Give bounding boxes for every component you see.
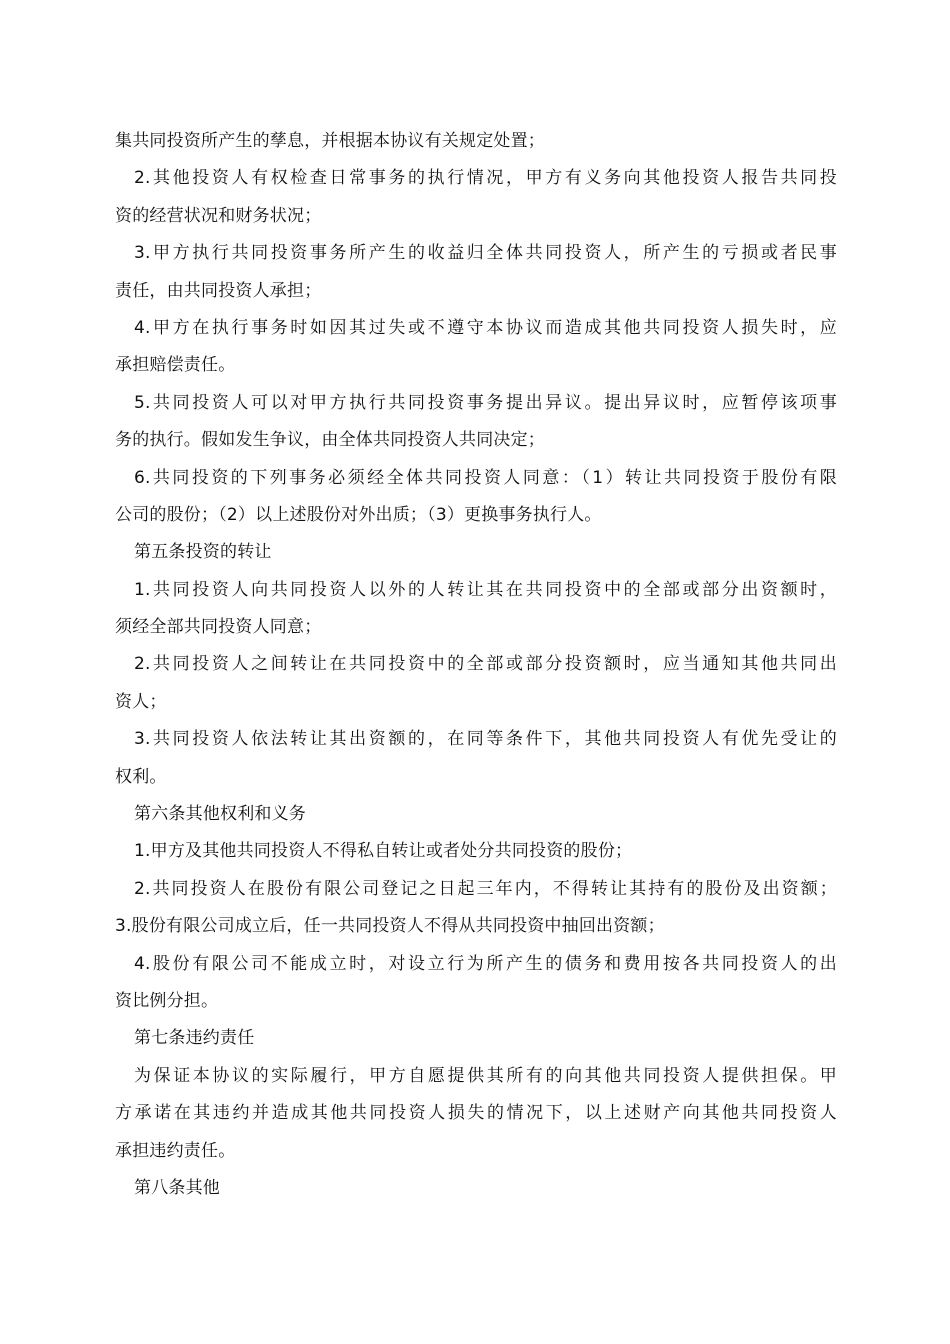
text-line: 为保证本协议的实际履行，甲方自愿提供其所有的向其他共同投资人提供担保。甲 xyxy=(134,1065,837,1086)
text-line: 公司的股份；（2）以上述股份对外出质；（3）更换事务执行人。 xyxy=(115,504,602,525)
text-line: 4.甲方在执行事务时如因其过失或不遵守本协议而造成其他共同投资人损失时，应 xyxy=(134,317,837,338)
text-line: 资人； xyxy=(115,691,167,712)
text-line: 责任，由共同投资人承担； xyxy=(115,280,322,301)
document-body xyxy=(115,123,837,1207)
text-line: 1.共同投资人向共同投资人以外的人转让其在共同投资中的全部或部分出资额时， xyxy=(134,579,837,600)
text-line: 6.共同投资的下列事务必须经全体共同投资人同意：（1）转让共同投资于股份有限 xyxy=(134,467,837,488)
text-line: 资的经营状况和财务状况； xyxy=(115,205,322,226)
text-line: 4.股份有限公司不能成立时，对设立行为所产生的债务和费用按各共同投资人的出 xyxy=(134,953,837,974)
text-line: 3.股份有限公司成立后，任一共同投资人不得从共同投资中抽回出资额； xyxy=(115,916,665,937)
section-heading: 第六条其他权利和义务 xyxy=(134,804,306,825)
section-heading: 第五条投资的转让 xyxy=(134,542,272,563)
text-line: 5.共同投资人可以对甲方执行共同投资事务提出异议。提出异议时，应暂停该项事 xyxy=(134,392,837,413)
text-line: 方承诺在其违约并造成其他共同投资人损失的情况下，以上述财产向其他共同投资人 xyxy=(115,1103,837,1124)
text-line: 2.共同投资人在股份有限公司登记之日起三年内，不得转让其持有的股份及出资额； xyxy=(134,878,837,899)
text-line: 承担违约责任。 xyxy=(115,1140,236,1161)
text-line: 务的执行。假如发生争议，由全体共同投资人共同决定； xyxy=(115,430,545,451)
text-line: 须经全部共同投资人同意； xyxy=(115,617,322,638)
text-line: 3.共同投资人依法转让其出资额的，在同等条件下，其他共同投资人有优先受让的 xyxy=(134,729,837,750)
text-line: 承担赔偿责任。 xyxy=(115,355,236,376)
text-line: 集共同投资所产生的孳息，并根据本协议有关规定处置； xyxy=(115,131,545,151)
section-heading: 第八条其他 xyxy=(134,1177,220,1198)
text-line: 权利。 xyxy=(115,766,167,787)
text-line: 资比例分担。 xyxy=(115,990,219,1011)
section-heading: 第七条违约责任 xyxy=(134,1028,255,1049)
text-line: 1.甲方及其他共同投资人不得私自转让或者处分共同投资的股份； xyxy=(134,841,633,862)
text-line: 2.共同投资人之间转让在共同投资中的全部或部分投资额时，应当通知其他共同出 xyxy=(134,654,837,675)
text-line: 2.其他投资人有权检查日常事务的执行情况，甲方有义务向其他投资人报告共同投 xyxy=(134,168,837,189)
text-line: 3.甲方执行共同投资事务所产生的收益归全体共同投资人，所产生的亏损或者民事 xyxy=(134,243,837,264)
